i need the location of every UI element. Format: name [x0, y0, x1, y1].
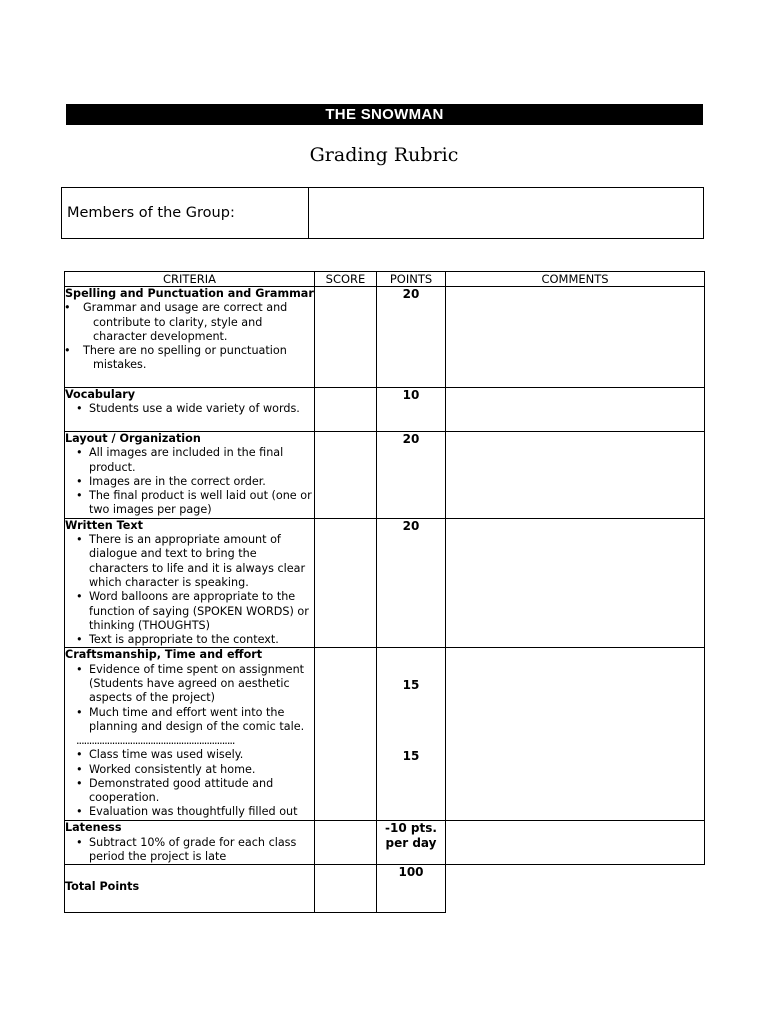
criteria-cell — [65, 432, 315, 519]
criteria-title: Spelling and Punctuation and Grammar — [65, 287, 314, 300]
criteria-cell — [65, 821, 315, 865]
document-subtitle: Grading Rubric — [309, 144, 459, 166]
comments-header: COMMENTS — [446, 272, 705, 287]
points-cell: 10 — [377, 388, 446, 432]
criteria-bullet: • Students use a wide variety of words. — [65, 402, 314, 416]
criteria-cell — [65, 388, 315, 432]
points-header: POINTS — [377, 272, 446, 287]
comments-cell[interactable] — [446, 648, 705, 821]
criteria-title: Lateness — [65, 821, 122, 835]
members-label: Members of the Group: — [62, 188, 309, 238]
table-row — [65, 388, 705, 432]
table-row — [65, 648, 705, 821]
criteria-bullet: • Word balloons are appropriate to the function of saying (SPOKEN WORDS) or thinking (THOUGHTS) — [65, 590, 314, 633]
criteria-bullet: • Images are in the correct order. — [65, 475, 314, 489]
criteria-bullet: • All images are included in the final product. — [65, 446, 314, 475]
criteria-title: Craftsmanship, Time and effort — [65, 648, 263, 662]
table-row — [65, 821, 705, 865]
total-score-cell[interactable] — [315, 865, 377, 913]
criteria-bullet: • Subtract 10% of grade for each class period the project is late — [65, 836, 314, 865]
members-field[interactable] — [309, 188, 703, 238]
comments-cell[interactable] — [446, 388, 705, 432]
criteria-header: CRITERIA — [65, 272, 315, 287]
criteria-cell — [65, 287, 315, 388]
criteria-title: Vocabulary — [65, 388, 136, 401]
total-points: 100 — [377, 865, 446, 913]
comments-cell[interactable] — [446, 518, 705, 648]
criteria-bullet: • The final product is well laid out (one or two images per page) — [65, 489, 314, 518]
criteria-bullet: • Text is appropriate to the context. — [65, 633, 314, 647]
score-cell[interactable] — [315, 518, 377, 648]
comments-cell[interactable] — [446, 821, 705, 865]
rubric-table — [64, 271, 705, 913]
criteria-bullet: • Demonstrated good attitude and cooperation. — [65, 777, 314, 806]
table-row — [65, 287, 705, 388]
points-cell — [377, 821, 446, 865]
points-cell: 20 — [377, 287, 446, 388]
comments-cell[interactable] — [446, 432, 705, 519]
table-row — [65, 518, 705, 648]
members-box — [61, 187, 704, 239]
criteria-bullet: • Much time and effort went into the planning and design of the comic tale. — [65, 706, 314, 735]
points-value: 15 — [402, 748, 420, 763]
criteria-bullet: • There is an appropriate amount of dialogue and text to bring the characters to life and it is always clear which character is speaking. — [65, 533, 314, 590]
criteria-title: Layout / Organization — [65, 432, 201, 445]
document-title: THE SNOWMAN — [66, 104, 703, 125]
criteria-bullet: • There are no spelling or punctuation mistakes. — [65, 344, 314, 373]
score-cell[interactable] — [315, 388, 377, 432]
score-cell[interactable] — [315, 287, 377, 388]
points-value: 15 — [402, 678, 420, 693]
criteria-title: Written Text — [65, 518, 143, 532]
criteria-cell — [65, 518, 315, 648]
total-row — [65, 865, 705, 913]
comments-cell[interactable] — [446, 287, 705, 388]
score-cell[interactable] — [315, 821, 377, 865]
section-separator: .............................................................. — [76, 734, 235, 748]
table-header-row — [65, 272, 705, 287]
points-value: per day — [385, 835, 437, 850]
criteria-bullet: • Grammar and usage are correct and contribute to clarity, style and character development. — [65, 301, 314, 344]
score-header: SCORE — [315, 272, 377, 287]
table-row — [65, 432, 705, 519]
points-value: -10 pts. — [385, 821, 437, 836]
score-cell[interactable] — [315, 432, 377, 519]
score-cell[interactable] — [315, 648, 377, 821]
criteria-bullet: • Worked consistently at home. — [65, 763, 314, 777]
criteria-bullet: • Evidence of time spent on assignment (Students have agreed on aesthetic aspects of the project) — [65, 663, 314, 706]
criteria-bullet: • Class time was used wisely. — [65, 748, 314, 762]
points-cell — [377, 648, 446, 821]
criteria-cell — [65, 648, 315, 821]
points-cell: 20 — [377, 432, 446, 519]
total-label: Total Points — [65, 865, 315, 913]
criteria-bullet: • Evaluation was thoughtfully filled out — [65, 805, 314, 819]
points-cell: 20 — [377, 518, 446, 648]
